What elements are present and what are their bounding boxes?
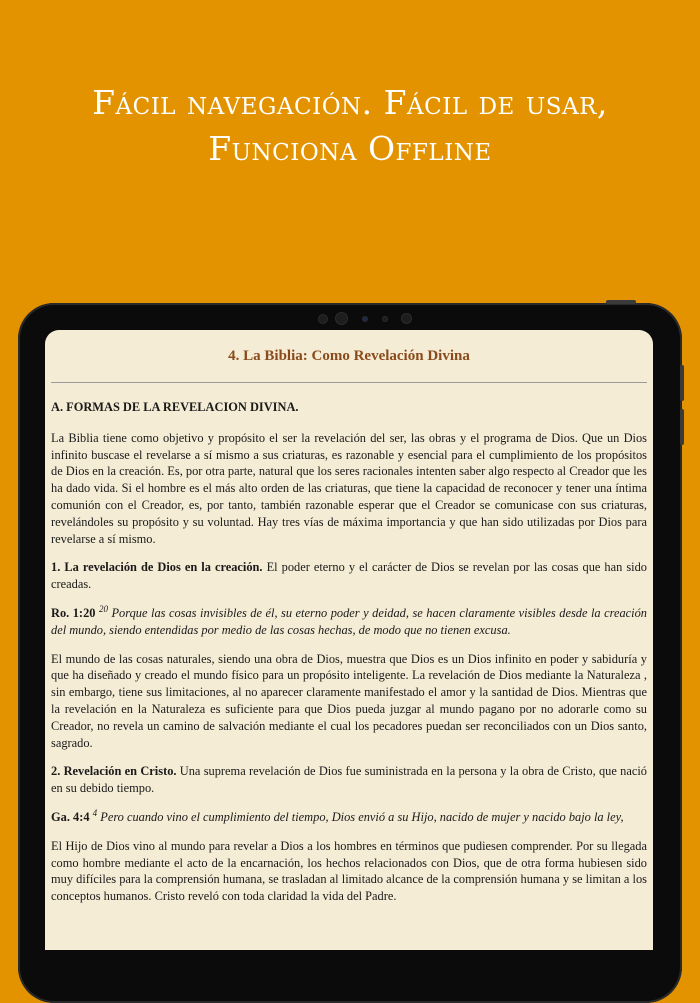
section-heading: A. FORMAS DE LA REVELACION DIVINA. bbox=[51, 400, 299, 414]
paragraph-intro: La Biblia tiene como objetivo y propósito el ser la revelación del ser, las obras y el programa de Dios. Que un Dios infinito buscase el revelarse a sí mismo a sus criaturas, es razonable y esencial para el cumplimiento de los propósitos de Dios en la creación. Es, por otra parte, natural que los seres racionales intenten saber algo respecto al Creador que les ha dado vida. Si el hombre es el más alto orden de las criaturas, que tiene la capacidad de reconocer y tener una íntima comunión con el Creador, es, por tanto, también razonable esperar que el Creador se comunicase con sus criaturas, revelándoles su propósito y su voluntad. Hay tres vías de máxima importancia y que han sido utilizadas por Dios para revelarse a sí mismo. bbox=[51, 430, 647, 546]
chapter-content[interactable] bbox=[45, 399, 653, 905]
paragraph-creation-text: El poder eterno y el carácter de Dios se revelan por las cosas que han sido creadas. bbox=[51, 560, 648, 592]
verse-number: 20 bbox=[98, 603, 108, 614]
front-camera-lens bbox=[335, 312, 348, 325]
paragraph-christ bbox=[51, 763, 647, 797]
chapter-title: 4. La Biblia: Como Revelación Divina bbox=[51, 330, 647, 383]
tablet-top-button bbox=[606, 300, 636, 304]
verse-reference-label[interactable]: Ga. 4:4 bbox=[51, 809, 90, 824]
reader-screen[interactable] bbox=[45, 330, 653, 950]
camera-array bbox=[318, 311, 428, 325]
verse-text: Porque las cosas invisibles de él, su eterno poder y deidad, se hacen claramente visibles desde la creación del mundo, siendo entendidas por medio de las cosas hechas, de modo que no tienen excusa. bbox=[51, 605, 647, 637]
paragraph-christ-text: Una suprema revelación de Dios fue suministrada en la persona y la obra de Cristo, que nació en su debido tiempo. bbox=[51, 764, 647, 796]
sensor-dot bbox=[318, 314, 328, 324]
camera-indicator-dot bbox=[362, 316, 368, 322]
paragraph-nature: El mundo de las cosas naturales, siendo una obra de Dios, muestra que Dios es un Dios infinito en poder y sabiduría y que ha diseñado y creado el mundo físico para un propósito inteligente. La revelación de Dios mediante la Naturaleza , sin embargo, tiene sus limitaciones, al no aparecer claramente manifestado el amor y la santidad de Dios. Mientras que la revelación en la Naturaleza es suficiente para que Dios pueda juzgar al mundo pagano por no adorarle como su Creador, no revela un camino de salvación mediante el cual los pecadores puedan ser reconciliados con un Dios santo, sagrado. bbox=[51, 651, 647, 750]
sensor-dot-right bbox=[401, 313, 412, 324]
paragraph-christ-heading: 2. Revelación en Cristo. bbox=[51, 764, 177, 779]
promo-headline-line-2: Funciona Offline bbox=[208, 129, 492, 168]
promo-headline bbox=[0, 80, 700, 172]
verse-reference-label[interactable]: Ro. 1:20 bbox=[51, 605, 96, 620]
tablet-volume-down-button bbox=[680, 409, 684, 445]
sensor-dot-small bbox=[382, 316, 388, 322]
paragraph-creation bbox=[51, 559, 647, 593]
promo-headline-line-1: Fácil navegación. Fácil de usar, bbox=[92, 83, 608, 122]
verse-reference-galatians bbox=[51, 809, 647, 826]
verse-reference-romans bbox=[51, 605, 647, 639]
paragraph-creation-heading: 1. La revelación de Dios en la creación. bbox=[51, 560, 263, 575]
verse-number: 4 bbox=[92, 807, 98, 818]
tablet-volume-up-button bbox=[680, 365, 684, 401]
paragraph-son-of-god: El Hijo de Dios vino al mundo para revelar a Dios a los hombres en términos que pudiesen comprender. Por su llegada como hombre mediante el acto de la encarnación, los hechos relacionados con Dios, que de otra forma hubiesen sido muy difíciles para la comprensión humana, se trasladan al limitado alcance de la comprensión humana y se limitan a los conceptos humanos. Cristo reveló con toda claridad la vida del Padre. bbox=[51, 838, 647, 904]
verse-text: Pero cuando vino el cumplimiento del tiempo, Dios envió a su Hijo, nacido de mujer y nacido bajo la ley, bbox=[97, 809, 624, 824]
